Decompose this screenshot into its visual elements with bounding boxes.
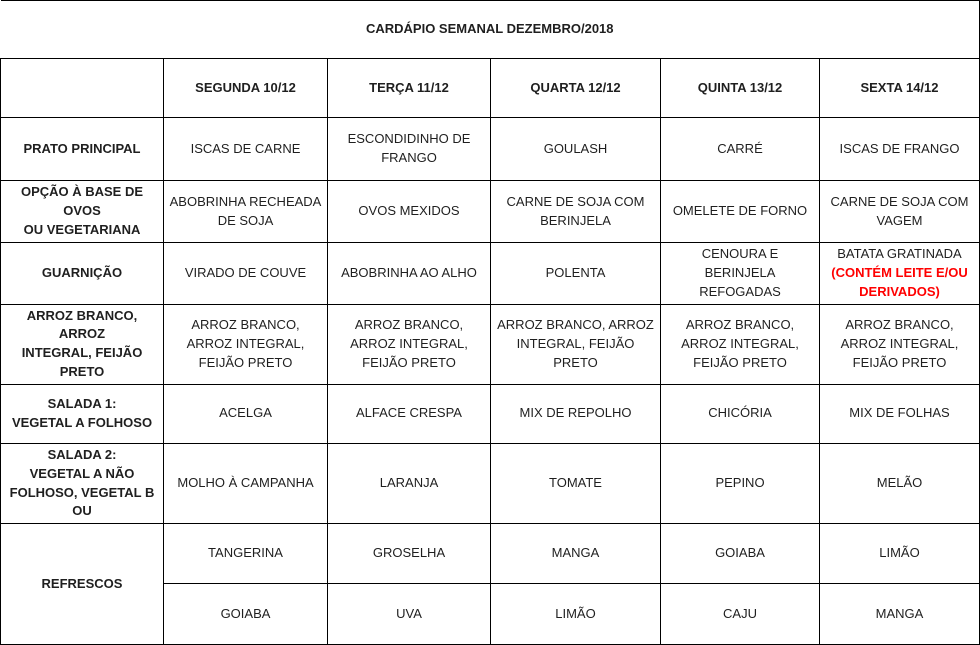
menu-cell: GOULASH [491, 118, 661, 181]
day-header-thursday: QUINTA 13/12 [661, 59, 820, 118]
row-label-line: OPÇÃO À BASE DE OVOS [20, 184, 144, 219]
menu-cell: ABOBRINHA AO ALHO [328, 243, 491, 305]
row-label-line: VEGETAL A FOLHOSO [11, 414, 153, 430]
menu-cell: OVOS MEXIDOS [328, 181, 491, 243]
menu-cell: ABOBRINHA RECHEADA DE SOJA [164, 181, 328, 243]
row-label [1, 118, 164, 181]
menu-cell: LARANJA [328, 443, 491, 523]
row-label-line: OU VEGETARIANA [23, 221, 141, 237]
row-label [1, 384, 164, 443]
row-refrescos-1 [1, 524, 980, 584]
day-header-monday: SEGUNDA 10/12 [164, 59, 328, 118]
menu-cell-text: BATATA GRATINADA [837, 246, 962, 261]
menu-cell: PEPINO [661, 443, 820, 523]
row-label-line: INTEGRAL, FEIJÃO PRETO [21, 345, 143, 380]
row-label-line: REFRESCOS [41, 575, 123, 591]
menu-cell: GOIABA [164, 584, 328, 645]
menu-cell: ARROZ BRANCO, ARROZ INTEGRAL, FEIJÃO PRETO [328, 304, 491, 384]
menu-cell: UVA [328, 584, 491, 645]
day-header-row [1, 59, 980, 118]
row-label [1, 243, 164, 305]
menu-cell: CARRÉ [661, 118, 820, 181]
menu-cell: POLENTA [491, 243, 661, 305]
corner-cell [1, 59, 164, 118]
row-label-line: VEGETAL A NÃO [29, 465, 135, 481]
menu-cell: LIMÃO [491, 584, 661, 645]
menu-cell: MIX DE FOLHAS [820, 384, 980, 443]
row-label-line: ARROZ BRANCO, ARROZ [26, 307, 138, 342]
menu-cell: ISCAS DE CARNE [164, 118, 328, 181]
menu-cell: MELÃO [820, 443, 980, 523]
row-label-line: SALADA 2: [47, 446, 117, 462]
menu-cell: CAJU [661, 584, 820, 645]
menu-cell: ARROZ BRANCO, ARROZ INTEGRAL, FEIJÃO PRETO [164, 304, 328, 384]
row-label-line: PRATO PRINCIPAL [23, 140, 141, 156]
menu-cell: CENOURA E BERINJELA REFOGADAS [661, 243, 820, 305]
menu-cell [820, 243, 980, 305]
menu-cell: MOLHO À CAMPANHA [164, 443, 328, 523]
menu-cell: GROSELHA [328, 524, 491, 584]
menu-cell: LIMÃO [820, 524, 980, 584]
row-guarnicao [1, 243, 980, 305]
day-header-friday: SEXTA 14/12 [820, 59, 980, 118]
day-header-wednesday: QUARTA 12/12 [491, 59, 661, 118]
row-opcao-ovos-vegetariana [1, 181, 980, 243]
day-header-tuesday: TERÇA 11/12 [328, 59, 491, 118]
table-title: CARDÁPIO SEMANAL DEZEMBRO/2018 [1, 1, 980, 59]
menu-cell: CHICÓRIA [661, 384, 820, 443]
menu-cell: CARNE DE SOJA COM BERINJELA [491, 181, 661, 243]
row-label-refrescos [1, 524, 164, 645]
row-label [1, 304, 164, 384]
row-label [1, 443, 164, 523]
allergen-warning: (CONTÉM LEITE E/OU DERIVADOS) [831, 264, 968, 299]
row-label [1, 181, 164, 243]
row-salada-2 [1, 443, 980, 523]
menu-cell: ACELGA [164, 384, 328, 443]
menu-cell: MANGA [491, 524, 661, 584]
row-label-line: SALADA 1: [47, 396, 117, 412]
menu-cell: TOMATE [491, 443, 661, 523]
menu-cell: MANGA [820, 584, 980, 645]
row-label-line: GUARNIÇÃO [41, 264, 123, 280]
menu-cell: CARNE DE SOJA COM VAGEM [820, 181, 980, 243]
menu-cell: ARROZ BRANCO, ARROZ INTEGRAL, FEIJÃO PRETO [661, 304, 820, 384]
menu-cell: ALFACE CRESPA [328, 384, 491, 443]
menu-cell: ESCONDIDINHO DE FRANGO [328, 118, 491, 181]
menu-cell: ARROZ BRANCO, ARROZ INTEGRAL, FEIJÃO PRETO [820, 304, 980, 384]
menu-cell: GOIABA [661, 524, 820, 584]
menu-cell: TANGERINA [164, 524, 328, 584]
title-row [1, 1, 980, 59]
row-salada-1 [1, 384, 980, 443]
row-arroz-feijao [1, 304, 980, 384]
menu-cell: ISCAS DE FRANGO [820, 118, 980, 181]
menu-cell: OMELETE DE FORNO [661, 181, 820, 243]
menu-cell: MIX DE REPOLHO [491, 384, 661, 443]
menu-cell: VIRADO DE COUVE [164, 243, 328, 305]
menu-cell: ARROZ BRANCO, ARROZ INTEGRAL, FEIJÃO PRETO [491, 304, 661, 384]
row-prato-principal [1, 118, 980, 181]
row-label-line: FOLHOSO, VEGETAL B OU [9, 484, 155, 519]
